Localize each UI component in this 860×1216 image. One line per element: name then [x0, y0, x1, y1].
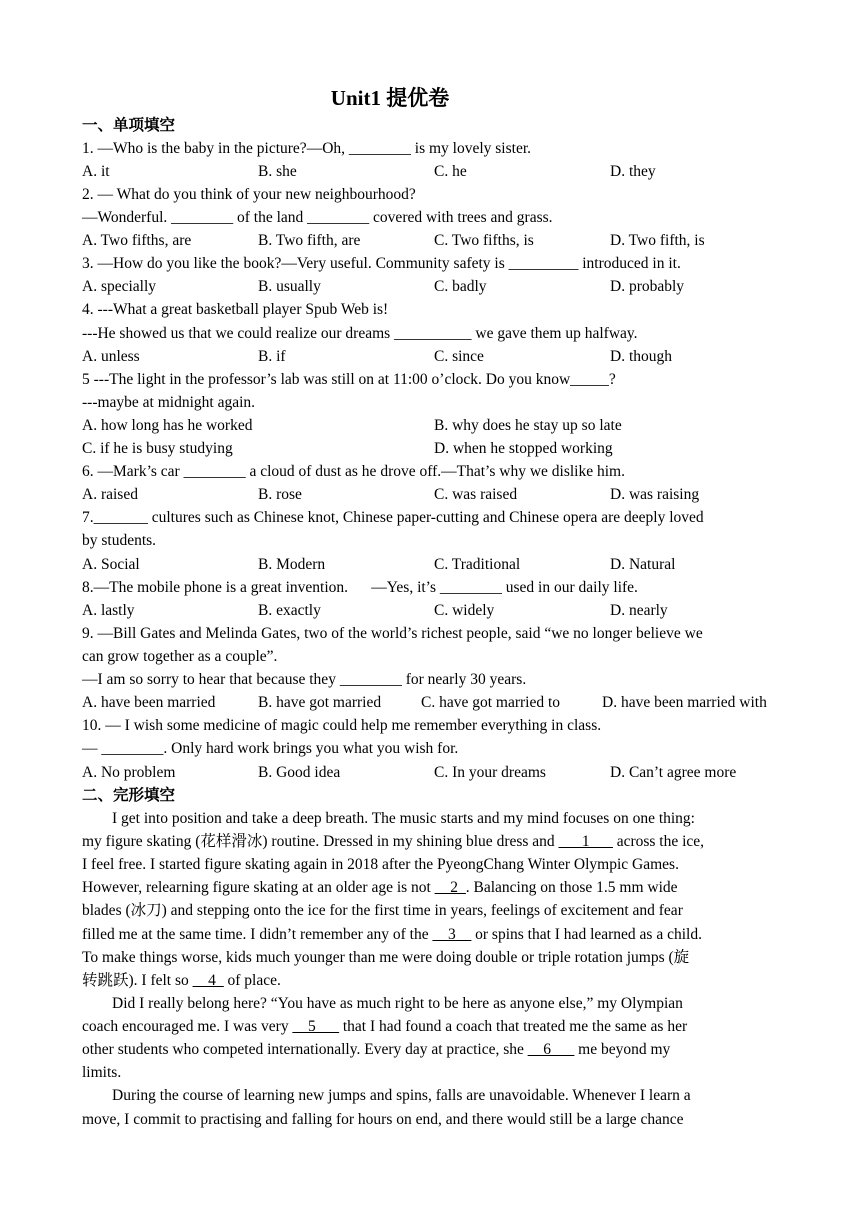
section-heading-multiple-choice: 一、单项填空	[82, 117, 176, 134]
question-6-stem: 6. —Mark’s car ________ a cloud of dust as he drove off.—That’s why we dislike him.	[82, 463, 625, 480]
option-c: C. have got married to	[421, 694, 561, 711]
passage-line: my figure skating (花样滑冰) routine. Dressed in my shining blue dress and ___1___ across the ice,	[82, 833, 705, 850]
option-c: C. badly	[434, 278, 487, 295]
passage-line: coach encouraged me. I was very __5___ that I had found a coach that treated me the same as her	[82, 1018, 688, 1035]
option-a: A. how long has he worked	[82, 417, 253, 434]
passage-line: However, relearning figure skating at an older age is not __2_. Balancing on those 1.5 mm wide	[82, 879, 678, 896]
passage-line: 转跳跃). I felt so __4_ of place.	[82, 972, 281, 989]
option-b: B. Good idea	[258, 764, 341, 781]
passage-line: To make things worse, kids much younger than me were doing double or triple rotation jumps (旋	[82, 949, 690, 966]
option-a: A. Social	[82, 556, 140, 573]
option-b: B. Two fifth, are	[258, 232, 361, 249]
option-a: A. have been married	[82, 694, 216, 711]
option-a: A. raised	[82, 486, 138, 503]
option-c: C. since	[434, 348, 484, 365]
blank-1: ___1___	[558, 833, 613, 850]
option-c: C. Two fifths, is	[434, 232, 534, 249]
option-b: B. exactly	[258, 602, 321, 619]
option-d: D. nearly	[610, 602, 668, 619]
option-a: A. unless	[82, 348, 140, 365]
question-7-stem: 7._______ cultures such as Chinese knot, Chinese paper-cutting and Chinese opera are deeply loved	[82, 509, 704, 526]
option-b: B. why does he stay up so late	[434, 417, 622, 434]
question-3-stem: 3. —How do you like the book?—Very useful. Community safety is _________ introduced in it.	[82, 255, 681, 272]
option-a: A. No problem	[82, 764, 176, 781]
option-d: D. Can’t agree more	[610, 764, 737, 781]
page-title: Unit1 提优卷	[330, 86, 450, 110]
passage-line: Did I really belong here? “You have as much right to be here as anyone else,” my Olympian	[112, 995, 683, 1012]
section-heading-cloze: 二、完形填空	[82, 787, 176, 804]
question-4-stem: 4. ---What a great basketball player Spub Web is!	[82, 301, 389, 318]
question-7-stem-cont: by students.	[82, 532, 157, 549]
option-b: B. if	[258, 348, 286, 365]
option-b: B. usually	[258, 278, 321, 295]
option-b: B. she	[258, 163, 297, 180]
blank-2: __2_	[434, 879, 466, 896]
option-d: D. they	[610, 163, 656, 180]
passage-line: I feel free. I started figure skating again in 2018 after the PyeongChang Winter Olympic Games.	[82, 856, 679, 873]
option-b: B. have got married	[258, 694, 382, 711]
option-a: A. Two fifths, are	[82, 232, 192, 249]
question-9-stem-cont: can grow together as a couple”.	[82, 648, 278, 665]
passage-line: limits.	[82, 1064, 122, 1081]
question-9-stem: 9. —Bill Gates and Melinda Gates, two of the world’s richest people, said “we no longer believe we	[82, 625, 703, 642]
question-10-stem: 10. — I wish some medicine of magic could help me remember everything in class.	[82, 717, 602, 734]
question-4-stem-cont: ---He showed us that we could realize our dreams __________ we gave them up halfway.	[82, 325, 638, 342]
blank-5: __5___	[292, 1018, 339, 1035]
option-b: B. Modern	[258, 556, 326, 573]
option-d: D. probably	[610, 278, 685, 295]
question-5-stem-cont: ---maybe at midnight again.	[82, 394, 256, 411]
option-d: D. though	[610, 348, 672, 365]
question-8-stem: 8.—The mobile phone is a great invention. —Yes, it’s ________ used in our daily life.	[82, 579, 638, 596]
passage-line: blades (冰刀) and stepping onto the ice for the first time in years, feelings of excitement and fear	[82, 902, 683, 919]
option-d: D. was raising	[610, 486, 700, 503]
passage-line: During the course of learning new jumps and spins, falls are unavoidable. Whenever I learn a	[112, 1087, 691, 1104]
blank-4: __4_	[192, 972, 224, 989]
passage-line: I get into position and take a deep breath. The music starts and my mind focuses on one thing:	[112, 810, 695, 827]
question-2-stem-cont: —Wonderful. ________ of the land ________ covered with trees and grass.	[82, 209, 553, 226]
option-c: C. was raised	[434, 486, 518, 503]
passage-line: move, I commit to practising and falling for hours on end, and there would still be a large chance	[82, 1111, 684, 1128]
option-c: C. if he is busy studying	[82, 440, 233, 457]
blank-6: __6___	[527, 1041, 575, 1058]
option-d: D. when he stopped working	[434, 440, 613, 457]
option-d: D. Natural	[610, 556, 676, 573]
option-c: C. widely	[434, 602, 495, 619]
passage-line: other students who competed internationally. Every day at practice, she __6___ me beyond my	[82, 1041, 671, 1058]
option-c: C. Traditional	[434, 556, 521, 573]
option-b: B. rose	[258, 486, 302, 503]
passage-line: filled me at the same time. I didn’t remember any of the __3__ or spins that I had learned as a child.	[82, 926, 702, 943]
question-10-stem-cont: — ________. Only hard work brings you what you wish for.	[82, 740, 459, 757]
question-1-stem: 1. —Who is the baby in the picture?—Oh, ________ is my lovely sister.	[82, 140, 532, 157]
option-d: D. Two fifth, is	[610, 232, 705, 249]
option-a: A. it	[82, 163, 110, 180]
question-9-stem-cont2: —I am so sorry to hear that because they ________ for nearly 30 years.	[82, 671, 527, 688]
question-2-stem: 2. — What do you think of your new neighbourhood?	[82, 186, 416, 203]
question-5-stem: 5 ---The light in the professor’s lab was still on at 11:00 o’clock. Do you know_____?	[82, 371, 616, 388]
option-c: C. he	[434, 163, 467, 180]
blank-3: __3__	[432, 926, 472, 943]
option-a: A. lastly	[82, 602, 135, 619]
option-c: C. In your dreams	[434, 764, 546, 781]
option-a: A. specially	[82, 278, 157, 295]
option-d: D. have been married with	[602, 694, 767, 711]
